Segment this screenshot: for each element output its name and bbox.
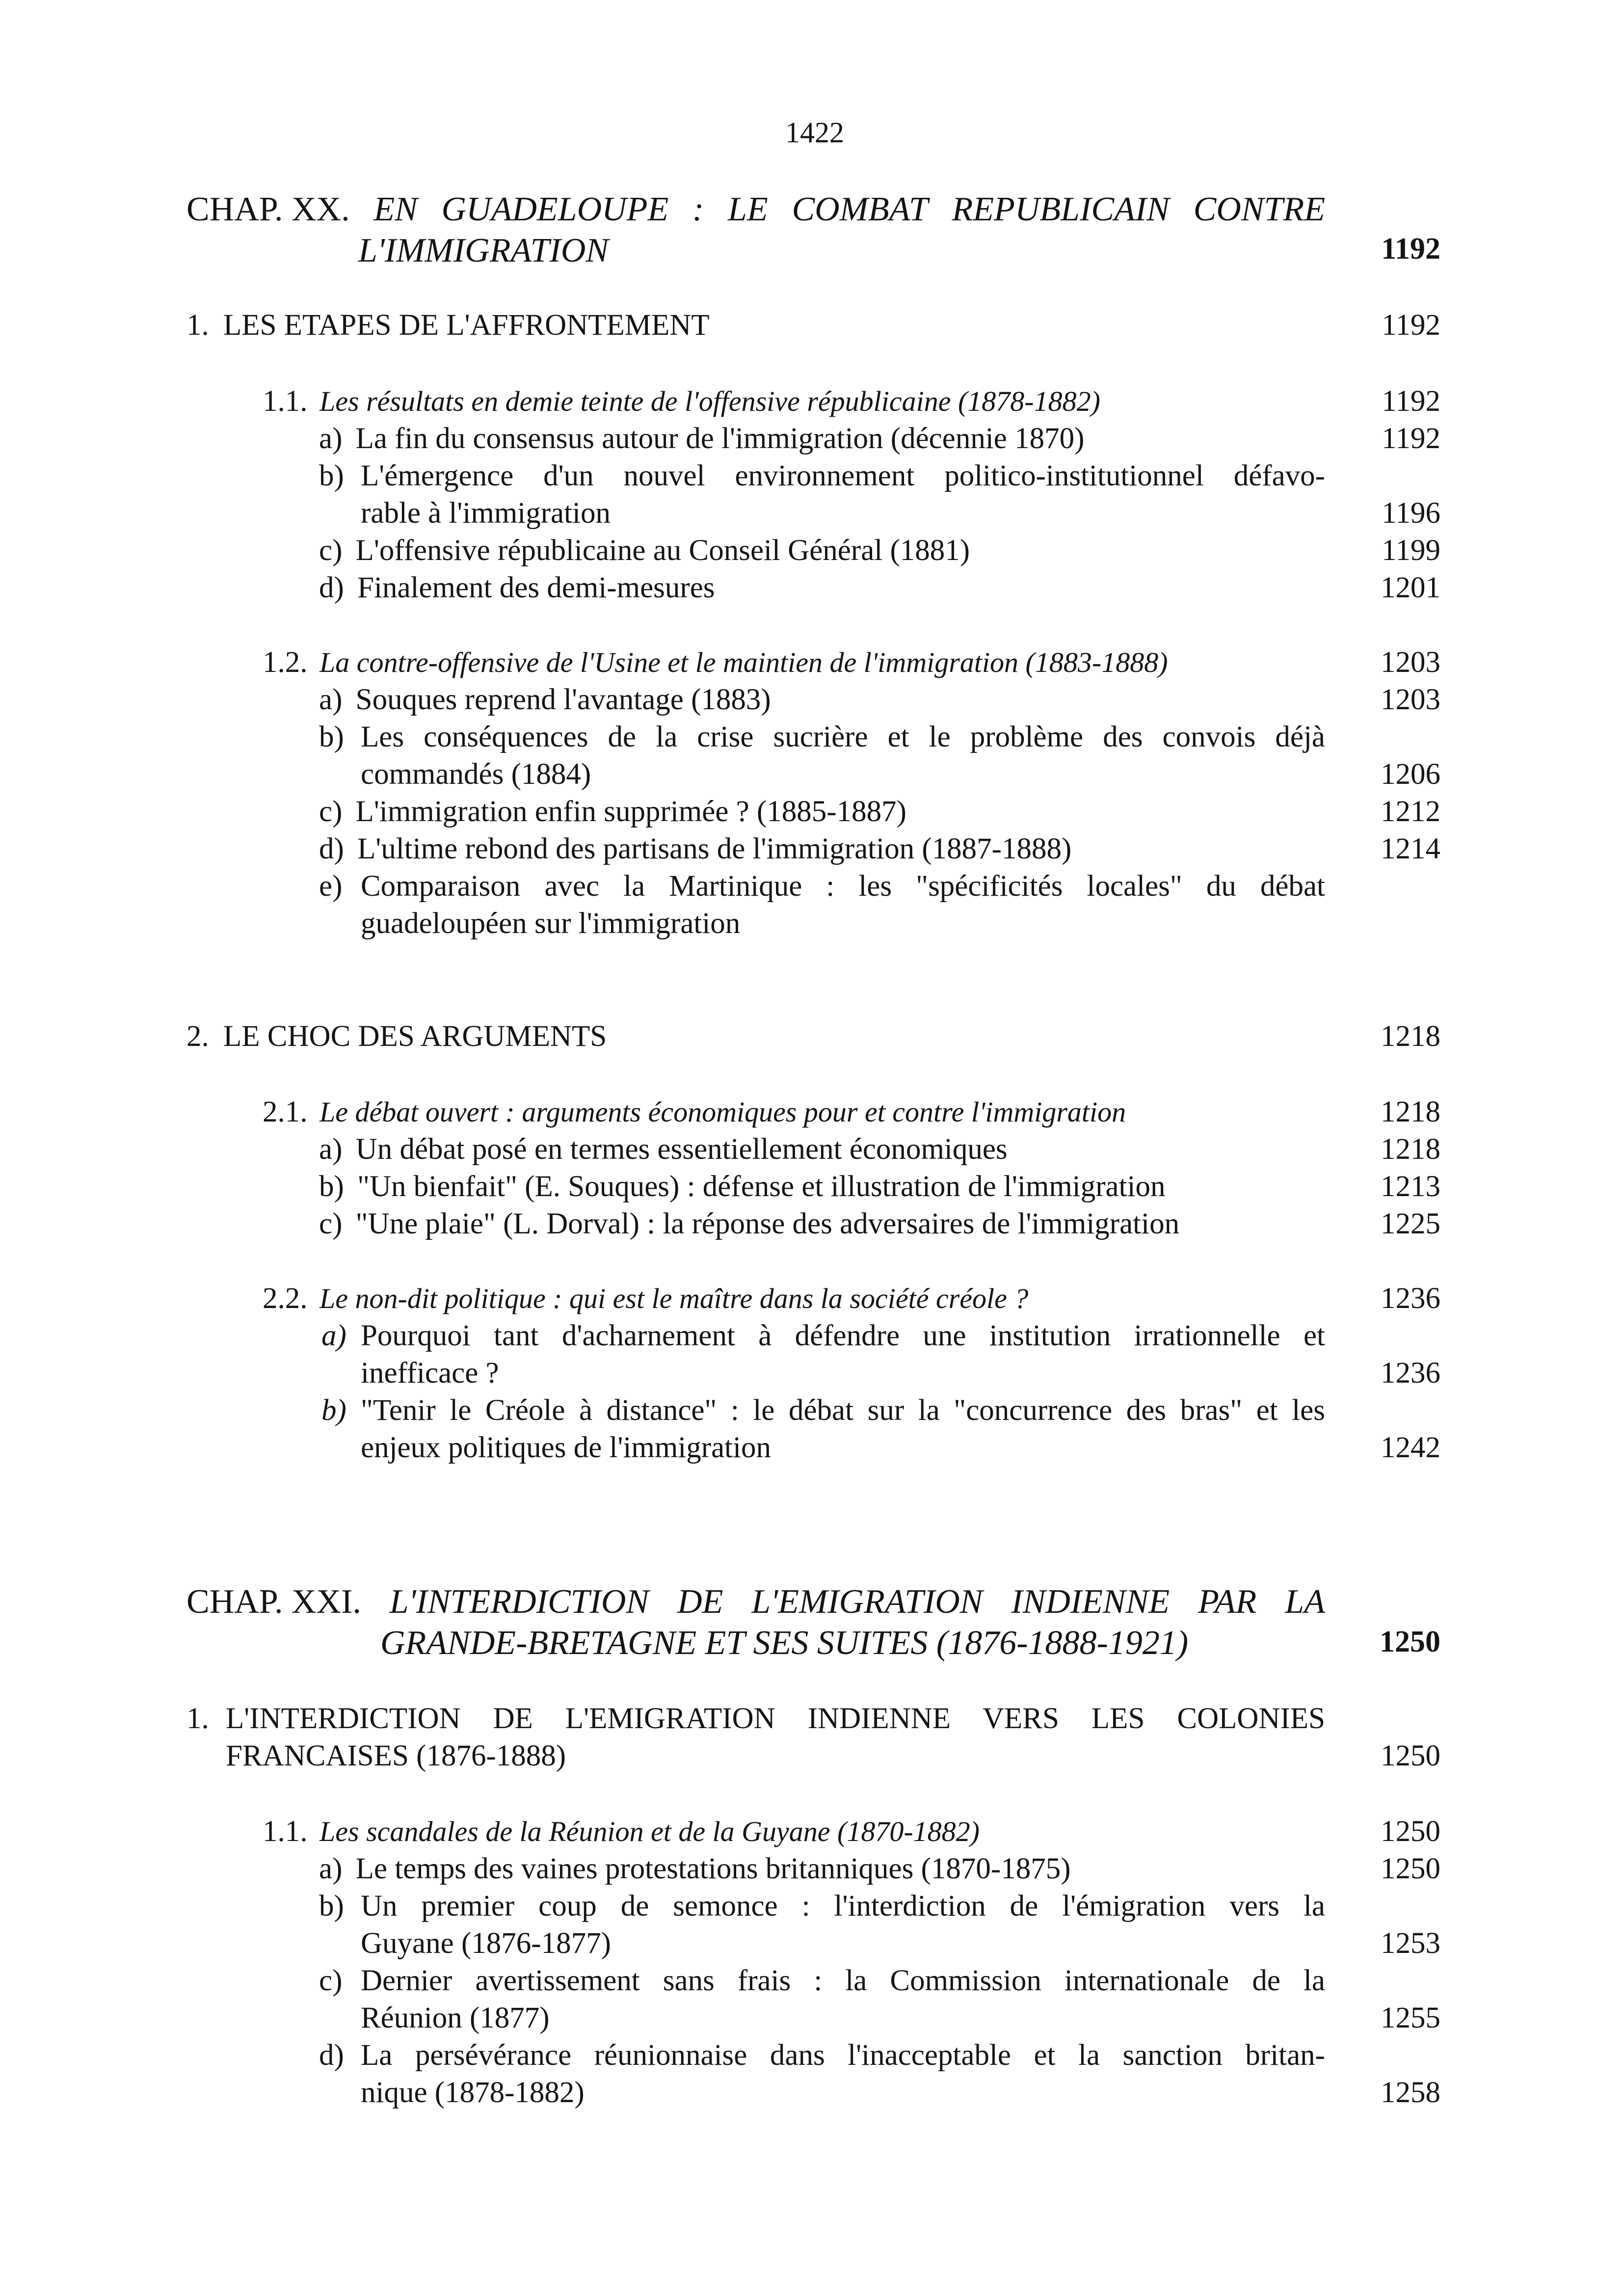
- title-word: INDIENNE: [1011, 1583, 1170, 1621]
- subsection-number: 2.2.: [263, 1282, 308, 1315]
- item-letter: b): [321, 1394, 346, 1427]
- section-entry: [186, 1018, 607, 1055]
- item-letter: e): [319, 870, 343, 903]
- item-text: Dernier avertissement sans frais : la Commission internationale de la: [361, 1964, 1325, 1997]
- item-entry: [319, 1850, 1071, 1888]
- item-letter: c): [319, 1207, 343, 1240]
- item-letter: a): [321, 1319, 346, 1352]
- item-entry: [319, 681, 771, 719]
- page-ref: 1192: [1382, 422, 1440, 455]
- item-letter: b): [319, 1170, 344, 1203]
- chapter-page-number: 1250: [1380, 1625, 1440, 1658]
- page-ref: 1212: [1381, 795, 1440, 828]
- item-text: Comparaison avec la Martinique : les "spécificités locales" du débat: [361, 870, 1325, 903]
- item-entry: [319, 532, 970, 569]
- page-ref: 1250: [1381, 1852, 1440, 1885]
- item-text: L'émergence d'un nouvel environnement politico-institutionnel défavo-: [361, 459, 1325, 492]
- item-text: Le temps des vaines protestations britanniques (1870-1875): [355, 1852, 1071, 1885]
- item-text-continued: Guyane (1876-1877): [361, 1927, 611, 1960]
- item-entry: [319, 569, 715, 607]
- item-text-continued: guadeloupéen sur l'immigration: [361, 907, 741, 940]
- page-ref: 1192: [1382, 309, 1440, 342]
- title-word: COMBAT: [792, 190, 928, 228]
- item-text: "Tenir le Créole à distance" : le débat sur la "concurrence des bras" et les: [361, 1394, 1325, 1427]
- chapter-title-line1: [186, 189, 1325, 230]
- chapter-heading: [186, 189, 1325, 271]
- title-word: :: [692, 190, 704, 228]
- item-entry: [319, 1205, 1179, 1243]
- section-number: 1.: [186, 309, 209, 342]
- page-ref: 1196: [1382, 497, 1440, 530]
- section-number: 1.: [186, 1702, 209, 1735]
- subsection-title: La contre-offensive de l'Usine et le maintien de l'immigration (1883-1888): [319, 646, 1168, 678]
- page-number: 1422: [785, 116, 844, 149]
- subsection-entry: [263, 1094, 1126, 1131]
- page-ref: 1203: [1381, 683, 1440, 716]
- chapter-heading: [186, 1581, 1325, 1664]
- page-ref: 1253: [1381, 1927, 1440, 1960]
- item-entry: [319, 1168, 1166, 1205]
- item-text: "Un bienfait" (E. Souques) : défense et illustration de l'immigration: [357, 1170, 1166, 1203]
- section-title-continued: FRANCAISES (1876-1888): [226, 1739, 566, 1772]
- chapter-title-line2: L'IMMIGRATION: [358, 232, 609, 269]
- page-ref: 1192: [1382, 385, 1440, 418]
- subsection-title: Le non-dit politique : qui est le maître dans la société créole ?: [319, 1282, 1029, 1314]
- item-letter: a): [319, 1852, 343, 1885]
- section-entry: [186, 307, 710, 344]
- page-ref: 1236: [1381, 1282, 1440, 1315]
- item-text: Pourquoi tant d'acharnement à défendre une institution irrationnelle et: [361, 1319, 1325, 1352]
- page-ref: 1201: [1381, 571, 1440, 604]
- page-ref: 1258: [1381, 2076, 1440, 2109]
- subsection-number: 1.1.: [263, 385, 308, 418]
- item-text: La persévérance réunionnaise dans l'inacceptable et la sanction britan-: [361, 2039, 1325, 2072]
- page-ref: 1250: [1381, 1739, 1440, 1772]
- chapter-title-line2: GRANDE-BRETAGNE ET SES SUITES (1876-1888-1921): [380, 1624, 1189, 1662]
- item-text: Un débat posé en termes essentiellement économiques: [355, 1133, 1008, 1166]
- section-number: 2.: [186, 1020, 209, 1053]
- page-ref: 1250: [1381, 1815, 1440, 1848]
- page-ref: 1218: [1381, 1095, 1440, 1128]
- title-word: LE: [728, 190, 768, 228]
- item-text-continued: Réunion (1877): [361, 2002, 550, 2034]
- item-letter: d): [319, 571, 344, 604]
- chapter-title-line1: [186, 1581, 1325, 1623]
- subsection-title: Les résultats en demie teinte de l'offensive républicaine (1878-1882): [319, 385, 1100, 417]
- item-letter: a): [319, 422, 343, 455]
- item-text-continued: commandés (1884): [361, 758, 591, 791]
- item-text: L'ultime rebond des partisans de l'immigration (1887-1888): [357, 832, 1072, 865]
- subsection-title: Les scandales de la Réunion et de la Guyane (1870-1882): [319, 1815, 980, 1847]
- title-word: CONTRE: [1193, 190, 1325, 228]
- chapter-page-number: 1192: [1381, 232, 1440, 266]
- title-word: L'EMIGRATION: [751, 1583, 983, 1621]
- item-text: Souques reprend l'avantage (1883): [355, 683, 771, 716]
- item-text-continued: inefficace ?: [361, 1357, 499, 1389]
- item-text: L'offensive républicaine au Conseil Général (1881): [355, 534, 970, 567]
- item-text-continued: nique (1878-1882): [361, 2076, 585, 2109]
- subsection-number: 1.2.: [263, 646, 308, 679]
- page-ref: 1203: [1381, 646, 1440, 679]
- subsection-number: 1.1.: [263, 1815, 308, 1848]
- item-text-continued: rable à l'immigration: [361, 497, 611, 530]
- section-title: LE CHOC DES ARGUMENTS: [223, 1020, 607, 1053]
- item-letter: a): [319, 683, 343, 716]
- chapter-label: CHAP. XX.: [186, 190, 350, 228]
- item-text-continued: enjeux politiques de l'immigration: [361, 1431, 772, 1464]
- item-text: Les conséquences de la crise sucrière et le problème des convois déjà: [361, 721, 1325, 753]
- subsection-entry: [263, 383, 1100, 420]
- item-letter: c): [319, 1964, 343, 1997]
- item-letter: b): [319, 1890, 344, 1922]
- page-ref: 1213: [1381, 1170, 1440, 1203]
- subsection-entry: [263, 1280, 1028, 1317]
- item-letter: c): [319, 534, 343, 567]
- item-letter: d): [319, 2039, 344, 2072]
- item-entry: [319, 830, 1071, 868]
- item-letter: b): [319, 459, 344, 492]
- subsection-entry: [263, 644, 1168, 681]
- section-title: LES ETAPES DE L'AFFRONTEMENT: [223, 309, 710, 342]
- item-letter: c): [319, 795, 343, 828]
- title-word: GUADELOUPE: [441, 190, 669, 228]
- item-entry: [319, 420, 1084, 457]
- page-ref: 1225: [1381, 1207, 1440, 1240]
- item-letter: d): [319, 832, 344, 865]
- page-ref: 1214: [1381, 832, 1440, 865]
- subsection-entry: [263, 1813, 980, 1850]
- item-entry: [319, 793, 906, 830]
- title-word: REPUBLICAIN: [952, 190, 1170, 228]
- item-text: La fin du consensus autour de l'immigration (décennie 1870): [355, 422, 1085, 455]
- item-entry: [319, 1131, 1008, 1168]
- title-word: DE: [677, 1583, 723, 1621]
- title-word: L'INTERDICTION: [389, 1583, 649, 1621]
- subsection-title: Le débat ouvert : arguments économiques pour et contre l'immigration: [319, 1096, 1126, 1128]
- item-text: "Une plaie" (L. Dorval) : la réponse des adversaires de l'immigration: [355, 1207, 1180, 1240]
- item-letter: a): [319, 1133, 343, 1166]
- item-text: Finalement des demi-mesures: [357, 571, 715, 604]
- section-title: L'INTERDICTION DE L'EMIGRATION INDIENNE VERS LES COLONIES: [226, 1702, 1325, 1735]
- item-text: Un premier coup de semonce : l'interdiction de l'émigration vers la: [361, 1890, 1325, 1922]
- page-ref: 1242: [1381, 1431, 1440, 1464]
- page-ref: 1218: [1381, 1133, 1440, 1166]
- item-text: L'immigration enfin supprimée ? (1885-1887): [355, 795, 906, 828]
- chapter-label: CHAP. XXI.: [186, 1583, 361, 1621]
- page-ref: 1199: [1382, 534, 1440, 567]
- subsection-number: 2.1.: [263, 1095, 308, 1128]
- title-word: EN: [373, 190, 418, 228]
- page-ref: 1218: [1381, 1020, 1440, 1053]
- page-ref: 1255: [1381, 2002, 1440, 2034]
- title-word: PAR: [1198, 1583, 1257, 1621]
- page-ref: 1206: [1381, 758, 1440, 791]
- page-ref: 1236: [1381, 1357, 1440, 1389]
- title-word: LA: [1285, 1583, 1325, 1621]
- item-letter: b): [319, 721, 344, 753]
